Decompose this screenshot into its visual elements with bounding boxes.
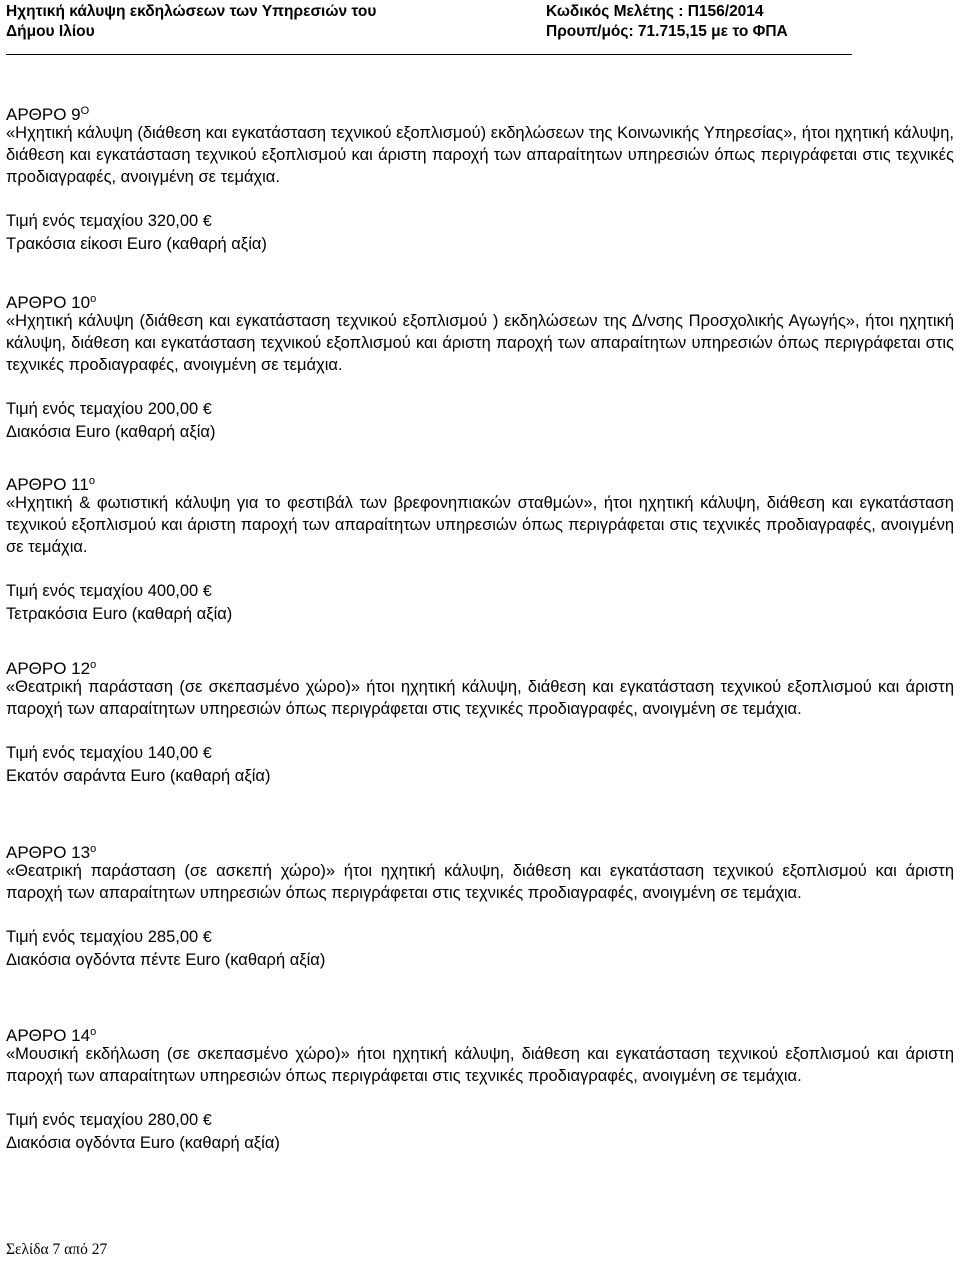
price-in-words: Διακόσια ογδόντα πέντε Euro (καθαρή αξία) (6, 951, 326, 969)
page-number: Σελίδα 7 από 27 (6, 1241, 108, 1258)
article-title: ΑΡΘΡΟ $12^o$ (6, 659, 97, 678)
article-description: «Ηχητική & φωτιστική κάλυψη για το φεστιβάλ των βρεφονηπιακών σταθμών», ήτοι ηχητική κάλυψη, διάθεση και εγκατάσταση τεχνικού εξοπλισμού και άριστη παροχή των απαραίτητων υπηρεσιών όπως περιγράφεται στις τεχνικές προδιαγραφές, ανοιγμένη σε τεμάχια. (6, 494, 954, 556)
price-in-words: Τρακόσια είκοσι Euro (καθαρή αξία) (6, 235, 267, 253)
article-description: «Θεατρική παράσταση (σε ασκεπή χώρο)» ήτοι ηχητική κάλυψη, διάθεση και εγκατάσταση τεχνικού εξοπλισμού και άριστη παροχή των απαραίτητων υπηρεσιών όπως περιγράφεται στις τεχνικές προδιαγραφές, ανοιγμένη σε τεμάχια. (6, 862, 954, 902)
article-title: ΑΡΘΡΟ $11^o$ (6, 475, 95, 494)
header-municipality: Δήμου Ιλίου (6, 23, 95, 40)
unit-price: Τιμή ενός τεμαχίου 140,00 € (6, 744, 212, 762)
unit-price: Τιμή ενός τεμαχίου 280,00 € (6, 1111, 212, 1129)
article-description: «Θεατρική παράσταση (σε σκεπασμένο χώρο)» ήτοι ηχητική κάλυψη, διάθεση και εγκατάσταση τεχνικού εξοπλισμού και άριστη παροχή των απαραίτητων υπηρεσιών όπως περιγράφεται στις τεχνικές προδιαγραφές, ανοιγμένη σε τεμάχια. (6, 678, 954, 718)
article-title: ΑΡΘΡΟ $14^o$ (6, 1026, 97, 1045)
article-14 (6, 1021, 954, 1154)
article-9 (6, 100, 954, 255)
header-right (546, 2, 788, 42)
price-in-words: Εκατόν σαράντα Euro (καθαρή αξία) (6, 767, 271, 785)
unit-price: Τιμή ενός τεμαχίου 400,00 € (6, 582, 212, 600)
price-in-words: Διακόσια ογδόντα Euro (καθαρή αξία) (6, 1134, 280, 1152)
price-in-words: Τετρακόσια Euro (καθαρή αξία) (6, 605, 233, 623)
article-title: ΑΡΘΡΟ $9^O$ (6, 105, 90, 124)
euro-icon: € (202, 401, 212, 418)
article-title: ΑΡΘΡΟ $10^o$ (6, 293, 97, 312)
euro-icon: € (202, 213, 212, 230)
unit-price: Τιμή ενός τεμαχίου 320,00 € (6, 212, 212, 230)
article-description: «Ηχητική κάλυψη (διάθεση και εγκατάσταση τεχνικού εξοπλισμού) εκδηλώσεων της Κοινωνικής Υπηρεσίας», ήτοι ηχητική κάλυψη, διάθεση και εγκατάσταση τεχνικού εξοπλισμού και άριστη παροχή των απαραίτητων υπηρεσιών όπως περιγράφεται στις τεχνικές προδιαγραφές, ανοιγμένη σε τεμάχια. (6, 124, 954, 186)
page-header (6, 0, 954, 60)
unit-price: Τιμή ενός τεμαχίου 285,00 € (6, 928, 212, 946)
budget-total: Προυπ/μός: 71.715,15 με το ΦΠΑ (546, 23, 788, 40)
header-title: Ηχητική κάλυψη εκδηλώσεων των Υπηρεσιών του (6, 3, 377, 20)
article-11 (6, 470, 954, 625)
study-code: Κωδικός Μελέτης : Π156/2014 (546, 3, 764, 20)
article-description: «Μουσική εκδήλωση (σε σκεπασμένο χώρο)» ήτοι ηχητική κάλυψη, διάθεση και εγκατάσταση τεχνικού εξοπλισμού και άριστη παροχή των απαραίτητων υπηρεσιών όπως περιγράφεται στις τεχνικές προδιαγραφές, ανοιγμένη σε τεμάχια. (6, 1045, 954, 1085)
article-description: «Ηχητική κάλυψη (διάθεση και εγκατάσταση τεχνικού εξοπλισμού ) εκδηλώσεων της Δ/νσης Προσχολικής Αγωγής», ήτοι ηχητική κάλυψη, διάθεση και εγκατάσταση τεχνικού εξοπλισμού και άριστη παροχή των απαραίτητων υπηρεσιών όπως περιγράφεται στις τεχνικές προδιαγραφές, ανοιγμένη σε τεμάχια. (6, 312, 954, 374)
unit-price: Τιμή ενός τεμαχίου 200,00 € (6, 400, 212, 418)
header-left (6, 2, 376, 42)
article-12 (6, 654, 954, 787)
euro-icon: € (202, 929, 212, 946)
euro-icon: € (202, 1112, 212, 1129)
article-10 (6, 288, 954, 443)
header-divider (6, 54, 852, 55)
euro-icon: € (202, 583, 212, 600)
euro-icon: € (202, 745, 212, 762)
article-title: ΑΡΘΡΟ $13^o$ (6, 843, 97, 862)
article-13 (6, 838, 954, 971)
price-in-words: Διακόσια Euro (καθαρή αξία) (6, 423, 216, 441)
